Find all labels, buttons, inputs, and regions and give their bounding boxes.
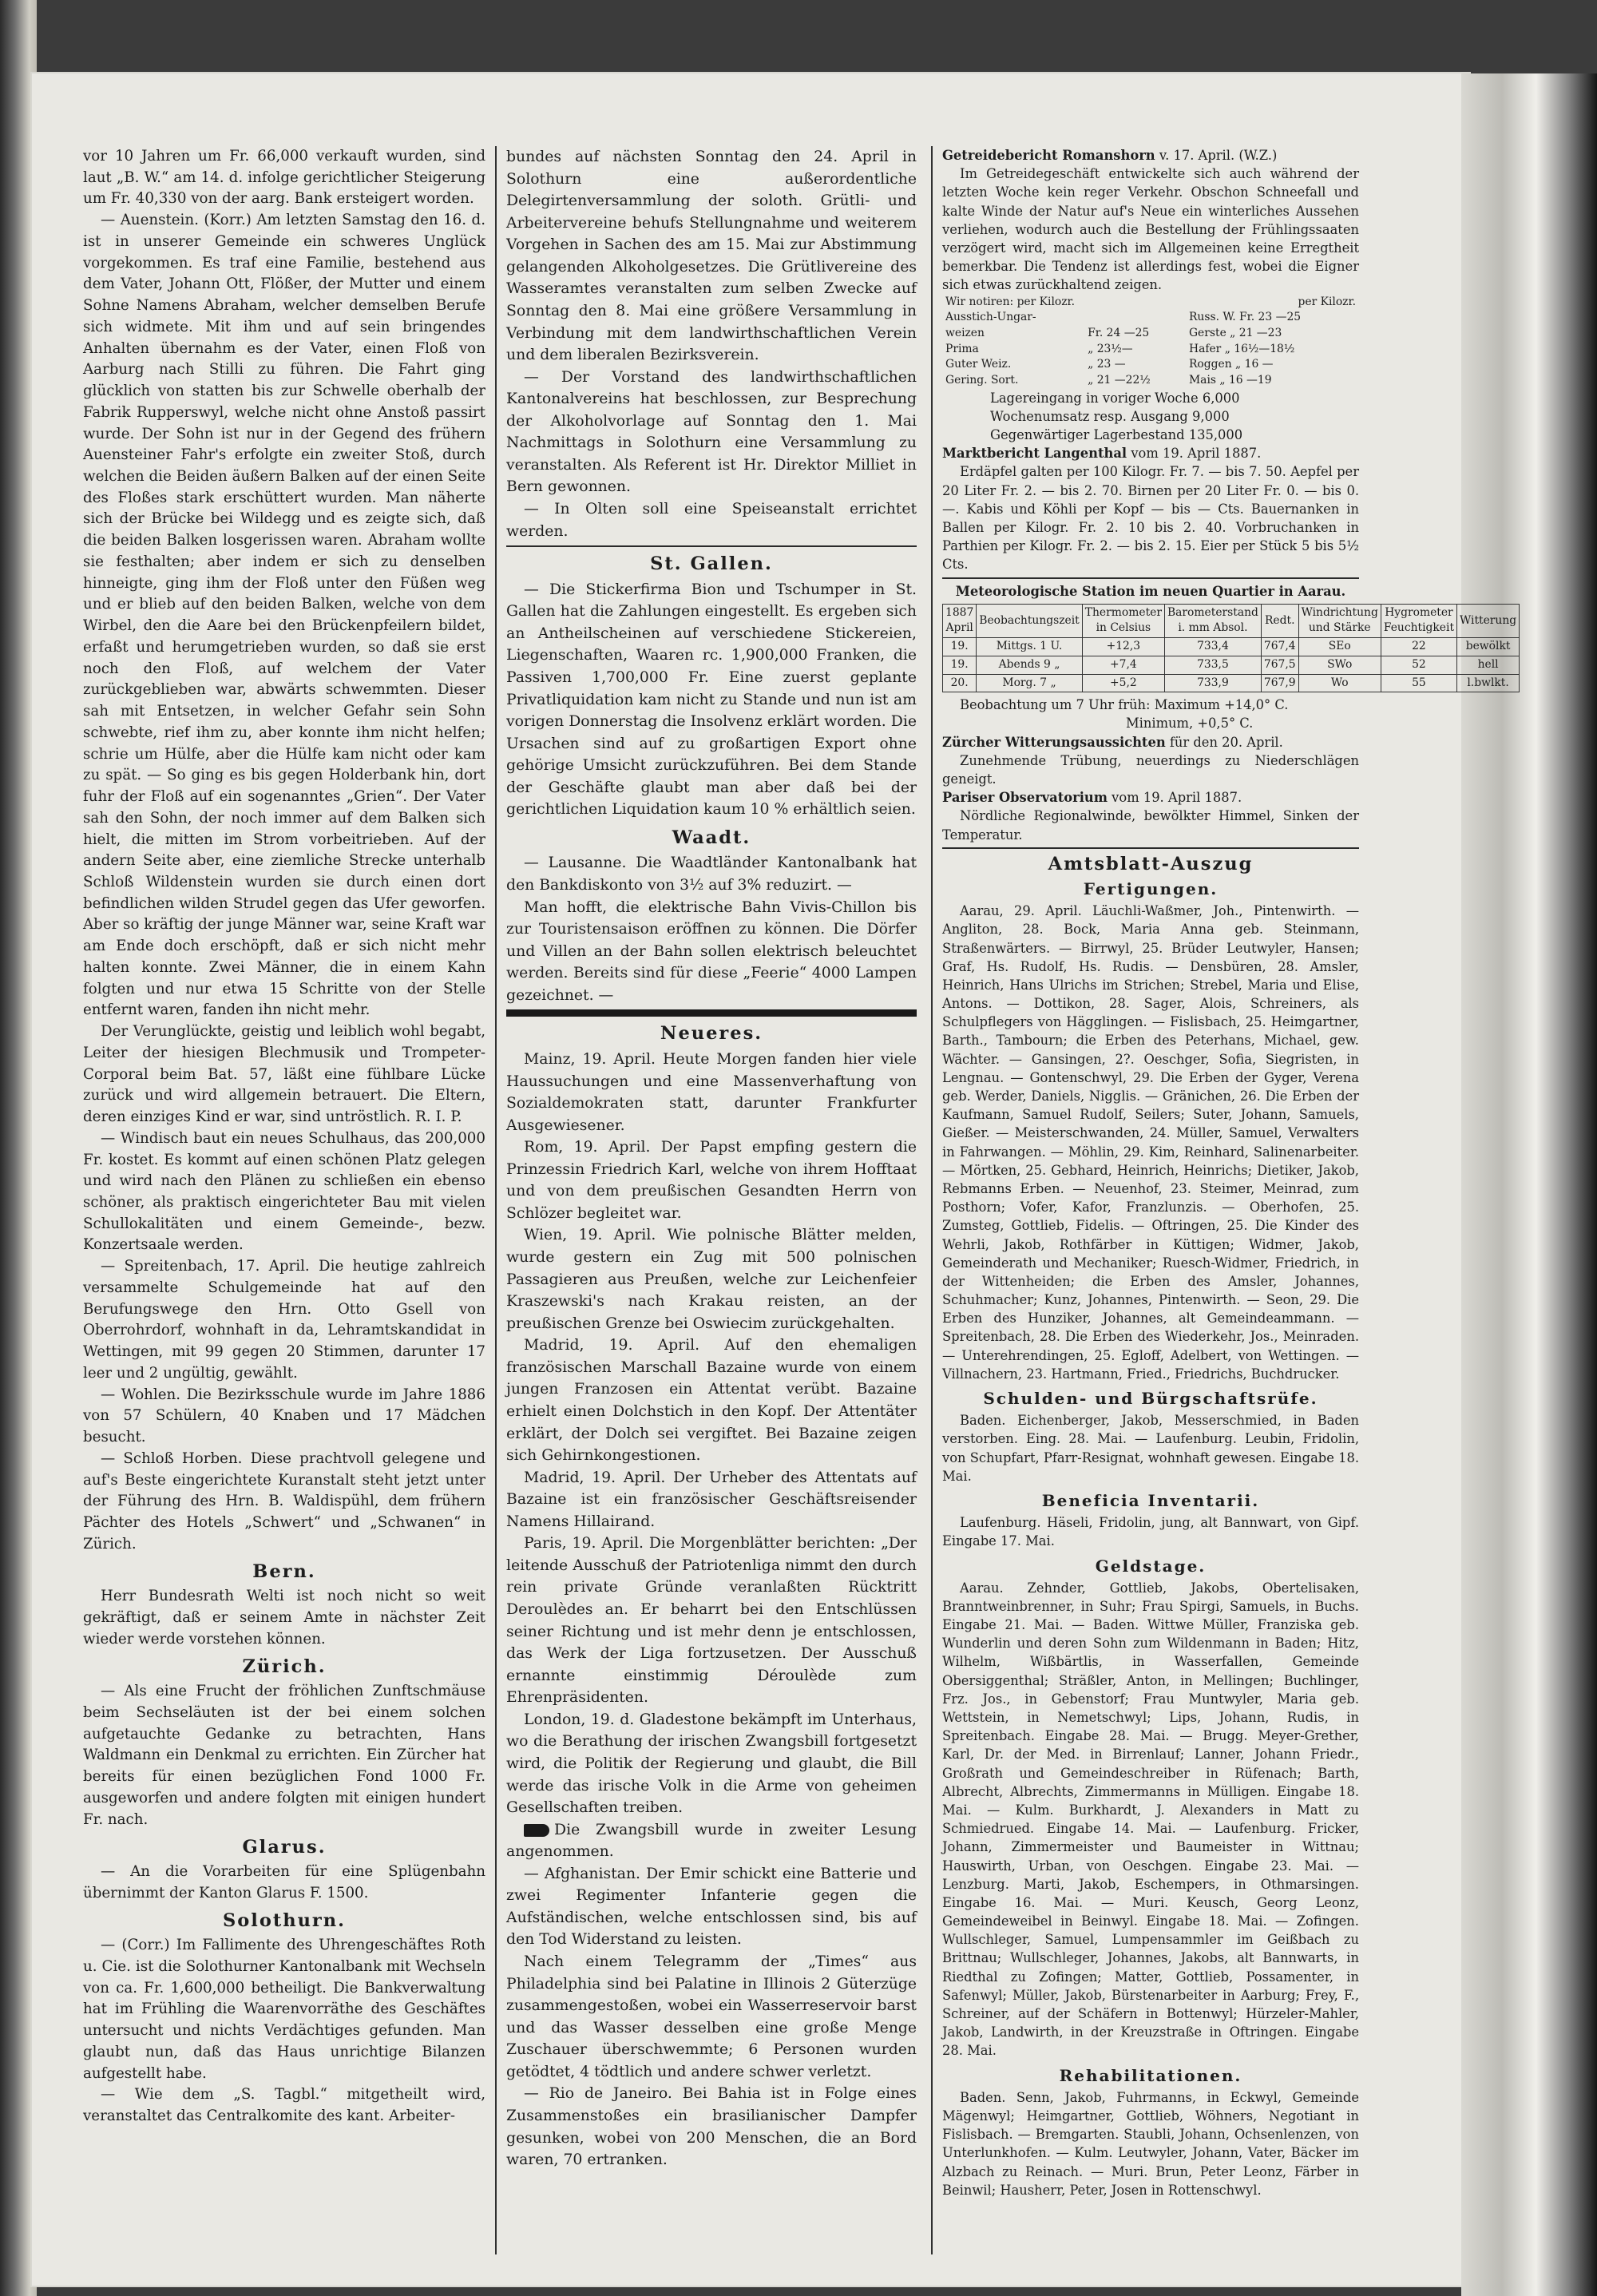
paragraph: Rom, 19. April. Der Papst empfing gestern die Prinzessin Friedrich Karl, welche von ihrem Hofftaat und von dem preußischen Gesandten Herrn von Schlözer begleitet war.	[506, 1139, 917, 1222]
paragraph: Der Verunglückte, geistig und leiblich wohl begabt, Leiter der hiesigen Blechmusik und Trompeter-Corporal beim Bat. 57, läßt eine fühlbare Lücke zurück und wird allgemein betrauert. Die Eltern, deren einziges Kind er war, sind untröstlich. R. I. P.	[83, 1023, 485, 1126]
divider-bar	[506, 1009, 917, 1017]
paragraph: — Wohlen. Die Bezirksschule wurde im Jahre 1886 von 57 Schülern, 40 Knaben und 17 Mädchen besucht.	[83, 1386, 485, 1446]
paragraph: Wien, 19. April. Wie polnische Blätter melden, wurde gestern ein Zug mit 500 polnischen Passagieren aus Preußen, welche zur Leichenfeier Kraszewski's nach Krakau reisten, an der preußischen Grenze bei Oswiecim zurückgehalten.	[506, 1227, 917, 1332]
paragraph: — In Olten soll eine Speiseanstalt errichtet werden.	[506, 501, 917, 540]
paragraph: Man hofft, die elektrische Bahn Vivis-Chillon bis zur Touristensaison eröffnen zu können. Die Dörfer und Villen an der Bahn sollen elektrisch beleuchtet werden. Bereits sind für diese „Feerie“ 4000 Lampen gezeichnet. —	[506, 898, 917, 1004]
section-heading-neueres: Neueres.	[660, 1023, 763, 1045]
paragraph: Madrid, 19. April. Auf den ehemaligen französischen Marschall Bazaine wurde von einem jungen Franzosen ein Attentat verübt. Bazaine erhielt einen Dolchstich in den Kopf. Der Attentäter erklärt, der Dolch sei vergiftet. Bei Bazaine zeigen sich Gehirnkongestionen.	[506, 1337, 917, 1465]
divider	[506, 545, 917, 547]
weather-note: Minimum, +0,5° C.	[1126, 716, 1254, 732]
table-row: 20. Morg. 7 „ +5,2 733,9 767,9 Wo 55 l.bwlkt.	[943, 674, 1520, 692]
paragraph: — Spreitenbach, 17. April. Die heutige zahlreich versammelte Schulgemeinde hat auf den Berufungswege den Hrn. Otto Gsell von Oberrohrdorf, wohnhaft in da, Lehramtskandidat in Wettingen, mit 99 gegen 20 Stimmen, darunter 17 leer und 2 ungültig, gewählt.	[83, 1258, 485, 1382]
table-row: 19. Abends 9 „ +7,4 733,5 767,5 SWo 52 hell	[943, 656, 1520, 674]
section-heading-bern: Bern.	[252, 1561, 316, 1583]
paragraph: Baden. Senn, Jakob, Fuhrmanns, in Eckwyl, Gemeinde Mägenwyl; Heimgartner, Gottlieb, Wöhners, Negotiant in Fislisbach. — Bremgarten. Staubli, Johann, Ochsenlenzen, von Unterlunkhofen. — Kulm. Leutwyler, Johann, Vater, Bäcker im Alzbach zu Reinach. — Muri. Brun, Peter Leonz, Färber in Beinwil; Hausherr, Peter, Josen in Rottenschwyl.	[942, 2089, 1359, 2198]
section-heading-glarus: Glarus.	[242, 1837, 327, 1858]
paragraph: — Auenstein. (Korr.) Am letzten Samstag den 16. d. ist in unserer Gemeinde ein schweres Unglück vorgekommen. Es traf eine Familie, bestehend aus dem Vater, Johann Ott, Flößer, der Mutter und einem Sohne Namens Abraham, welcher demselben Berufe sich widmete. Mit ihm und auf sein bringendes Anhalten übernahm es der Vater, einen Floß von Aarburg nach Stilli zu führen. Die Fahrt ging glücklich von statten bis zur Schwelle oberhalb der Fabrik Rupperswyl, welche nicht ohne Anstoß passirt wurde. Der Sohn ist nur in der Gegend des frühern Auensteiner Fahr's erfolgte ein zweiter Stoß, durch welchen die Beiden äußern Balken auf der einen Seite des Floßes stark erschüttert wurden. Man näherte sich der Brücke bei Wildegg und es zeigte sich, daß die beiden Balken losgerissen waren. Abraham wollte sie festhalten; aber indem er sich zu denselben hinneigte, ging ihm der Floß unter den Füßen weg und er blieb auf den beiden Balken, welche von dem Wirbel, den die Aare bei den Brückenpfeilern bildet, erfaßt und herumgetrieben wurden, so daß sie erst noch den Floß, auf welchem der Vater zurückgeblieben war, abwärts schwemmten. Dieser sah mit Entsetzen, in welcher Gefahr sein Sohn schwebte, rief ihm zu, aber konnte ihm nicht helfen; schrie um Hülfe, aber die Hülfe kam nicht oder kam zu spät. — So ging es bis gegen Holderbank hin, dort fuhr der Floß auf ein sogenanntes „Grien“. Der Vater sah den Sohn, der noch immer auf dem Balken sich hielt, die mitten im Strom vorbeitrieben. Auf der andern Seite aber, eine ziemliche Strecke unterhalb Schloß Wildenstein wurden sie durch einen dort befindlichen wilden Strudel gegen das Ufer geworfen. Aber so kräftig der junge Männer war, seine Kraft war am Ende doch erschöpft, daß er sich nicht mehr halten konnte. Zwei Männer, die in einem Kahn folgten und nur etwa 15 Schritte von der Stelle entfernt waren, fanden ihn nicht mehr.	[83, 212, 485, 1019]
paragraph: Aarau, 29. April. Läuchli-Waßmer, Joh., Pintenwirth. — Angliton, 28. Bock, Maria Anna geb. Steinmann, Straßenwärters. — Birrwyl, 25. Brüder Leutwyler, Hansen; Graf, Hs. Rudolf, Hs. Rudis. — Densbüren, 28. Amsler, Heinrich, Hans Ulrichs im Strichen; Strebel, Maria und Elise, Antons. — Dottikon, 28. Sager, Alois, Schreiners, als Schulpflegers von Hägglingen. — Fislisbach, 25. Heimgartner, Barth., Tambourn; die Erben des Peterhans, Michael, gew. Wächter. — Gansingen, 2?. Oeschger, Sofia, Siegristen, in Lengnau. — Gontenschwyl, 29. Die Erben der Gyger, Verena geb. Werder, Daniels, Nigglis. — Gränichen, 26. Die Erben der Kaufmann, Samuel Rudolf, Seilers; Suter, Johann, Samuels, Gießer. — Meisterschwanden, 24. Müller, Samuel, Verwalters in Fahrwangen. — Möhlin, 29. Kim, Reinhard, Salinenarbeiter. — Mörtken, 25. Gebhard, Heinrich, Heinrichs; Dietiker, Jakob, Rebmanns Erben. — Neuenhof, 23. Steimer, Meinrad, zum Posthorn; Vofer, Kafor, Franzlunzis. — Oberhofen, 25. Zumsteg, Gottlieb, Fidelis. — Oftringen, 25. Die Kinder des Wehrli, Jakob, Rothfärber in Küttigen; Widmer, Jakob, Gemeinderath und Mechaniker; Ruesch-Widmer, Friedrich, in der Wittenheiden; die Erben des Amsler, Johannes, Schuhmacher; Kunz, Johannes, Pintenwirth. — Seon, 29. Die Erben des Hunziker, Johannes, alt Gemeindeammann. — Spreitenbach, 28. Die Erben des Wiederkehr, Jos., Meinraden. — Unterehrendingen, 25. Egloff, Adelbert, von Wettingen. — Villnachern, 23. Hartmann, Fried., Friedrichs, Buchdrucker.	[942, 903, 1359, 1382]
paragraph: Erdäpfel galten per 100 Kilogr. Fr. 7. — bis 7. 50. Aepfel per 20 Liter Fr. 2. — bis 2. 70. Birnen per 20 Liter Fr. 0. — bis 0. —. Kabis und Köhli per Kopf — bis — Cts. Bauernanken in Ballen per Kilogr. Fr. 2. 10 bis 2. 40. Vorbruchanken in Parthien per Kilogr. Fr. 2. — bis 2. 15. Eier per Stück 5 bis 5½ Cts.	[942, 464, 1359, 573]
table-row: 19. Mittgs. 1 U. +12,3 733,4 767,4 SEo 22 bewölkt	[943, 638, 1520, 656]
paragraph: Nördliche Regionalwinde, bewölkter Himmel, Sinken der Temperatur.	[942, 808, 1359, 843]
weather-station-heading: Meteorologische Station im neuen Quartier in Aarau.	[955, 583, 1346, 599]
paragraph: — Wie dem „S. Tagbl.“ mitgetheilt wird, veranstaltet das Centralkomite des kant. Arbeiter-	[83, 2086, 485, 2125]
paragraph: — (Corr.) Im Fallimente des Uhrengeschäftes Roth u. Cie. ist die Solothurner Kantonalbank mit Wechseln von ca. Fr. 1,600,000 betheiligt. Die Bankverwaltung hat im Frühling die Waarenvorräthe des Geschäftes untersucht und nichts Verdächtiges gefunden. Man glaubt nun, daß das Haus unrichtige Bilanzen aufgestellt habe.	[83, 1937, 485, 2082]
paragraph: Aarau. Zehnder, Gottlieb, Jakobs, Obertelisaken, Branntweinbrenner, in Suhr; Frau Spirgi, Samuels, in Buchs. Eingabe 21. Mai. — Baden. Wittwe Müller, Franziska geb. Wunderlin und deren Sohn zum Wildenmann in Baden; Hitz, Wilhelm, Wißbärtlis, in Wasserfallen, Gemeinde Obersiggenthal; Sträßler, Anton, in Mellingen; Buchlinger, Frz. Jos., in Gebenstorf; Frau Muntwyler, Maria geb. Wettstein, in Nemetschwyl; Lips, Johann, Rudis, in Spreitenbach. Eingabe 28. Mai. — Brugg. Meyer-Grether, Karl, Dr. der Med. in Birrenlauf; Lanner, Johann Friedr., Großrath und Gemeindeschreiber in Rüfenach; Barth, Albrecht, Albrechts, Zimmermanns in Mülligen. Eingabe 18. Mai. — Kulm. Burkhardt, J. Alexanders in Matt zu Schmiedrued. Eingabe 14. Mai. — Laufenburg. Fricker, Johann, Zimmermeister und Baumeister in Wittnau; Hauswirth, Urban, von Oeschgen. Eingabe 23. Mai. — Lenzburg. Marti, Jakob, Eschempers, in Othmarsingen. Eingabe 16. Mai. — Muri. Keusch, Georg Leonz, Gemeindeweibel in Beinwyl. Eingabe 18. Mai. — Zofingen. Wullschleger, Samuel, Lumpensammler im Geißbach zu Brittnau; Wullschleger, Johannes, Jakobs, alt Bannwarts, in Riedthal zu Zofingen; Matter, Gottlieb, Possamenter, in Safenwyl; Müller, Jakob, Bürstenarbeiter in Aarburg; Frey, F., Schreiner, auf der Schäfern in Bottenwyl; Hürzeler-Mahler, Jakob, Landwirth, in der Kreuzstraße in Oftringen. Eingabe 28. Mai.	[942, 1580, 1359, 2059]
paragraph: Nach einem Telegramm der „Times“ aus Philadelphia sind bei Palatine in Illinois 2 Güterzüge zusammengestoßen, wobei ein Wasserreservoir barst und das Wasser desselben eine große Menge Zuschauer überschwemmte; 6 Personen wurden getödtet, 4 tödtlich und andere schwer verletzt.	[506, 1953, 917, 2080]
right-page-edge	[1461, 73, 1597, 2296]
table-row: weizen Fr. 24 —25 Gerste „ 21 —23	[945, 326, 1282, 339]
paragraph: Herr Bundesrath Welti ist noch nicht so weit gekräftigt, daß er seinem Amte in nächster Zeit wieder werde vorstehen können.	[83, 1588, 485, 1648]
paragraph: — Die Stickerfirma Bion und Tschumper in St. Gallen hat die Zahlungen eingestellt. Es ergeben sich an Antheilscheinen auf verschiedene Stickereien, Liegenschaften, Waaren rc. 1,900,000 Franken, die Passiven 1,700,000 Fr. Eine zuerst geplante Privatliquidation kam nicht zu Stande und nun ist am vorigen Donnerstag die Insolvenz erklärt worden. Die Ursachen sind auf zu großartigen Export ohne gehörige Umsicht zurückzuführen. Bei dem Stande der Geschäfte glaubt man aber daß bei der gerichtlichen Liquidation kaum 10 % erhältlich seien.	[506, 581, 917, 819]
section-heading-solothurn: Solothurn.	[223, 1910, 346, 1932]
paragraph: — Der Vorstand des landwirthschaftlichen Kantonalvereins hat beschlossen, zur Besprechung der Alkoholvorlage auf Sonntag den 1. Mai Nachmittags in Solothurn eine Versammlung zu veranstalten. Als Referent ist Hr. Direktor Milliet in Bern gewonnen.	[506, 368, 917, 496]
price-header-left: Wir notiren: per Kilozr.	[945, 295, 1076, 308]
section-heading-st-gallen: St. Gallen.	[650, 553, 773, 575]
table-row: Guter Weiz. „ 23 — Roggen „ 16 —	[945, 358, 1274, 371]
paragraph: London, 19. d. Gladestone bekämpft im Unterhaus, wo die Berathung der irischen Zwangsbill fortgesetzt wird, die Politik der Regierung und glaubt, die Bill werde das irische Volk in die Arme von geheimen Gesellschaften treiben.	[506, 1711, 917, 1817]
column-2	[506, 146, 917, 2171]
stock-line: Lagereingang in voriger Woche 6,000	[990, 390, 1240, 406]
weather-table: 1887 April Beobachtungszeit Thermometer in Celsius Barometerstand i. mm Absol. Redt. Windrichtung und Stärke Hygrometer Feuchtigkeit Witterung 19. Mittgs. 1 U. +12,3 733,4 767,4 SEo 22 bewölkt 19. Abends 9 „ +7,4 733,5 767,5 SWo 52 hell 20. Morg. 7 „ +5,2 733,9 767,9 Wo 55 l.bwlkt.	[942, 604, 1520, 693]
table-row: Gering. Sort. „ 21 —22½ Mais „ 16 —19	[945, 374, 1272, 387]
grain-price-table	[942, 295, 1359, 389]
paragraph: — Rio de Janeiro. Bei Bahia ist in Folge eines Zusammenstoßes ein brasilianischer Dampfer gesunken, wobei von 200 Menschen, die an Bord waren, 70 ertranken.	[506, 2085, 917, 2169]
subheading-fertigungen: Fertigungen.	[1083, 878, 1219, 898]
paragraph: — Afghanistan. Der Emir schickt eine Batterie und zwei Regimenter Infanterie gegen die Aufständischen, welche entschlossen sind, bis auf den Tod Widerstand zu leisten.	[506, 1865, 917, 1949]
market-report-heading: Marktbericht Langenthal vom 19. April 1887.	[942, 446, 1262, 462]
paragraph: Die Zwangsbill wurde in zweiter Lesung angenommen.	[506, 1821, 917, 1861]
paragraph: — Windisch baut ein neues Schulhaus, das 200,000 Fr. kostet. Es kommt auf einen schönen Platz gelegen und wird nach den Plänen zu schließen ein ebenso schöner, als praktisch eingerichteter Bau mit vielen Schullokalitäten und einem Gemeinde-, bezw. Konzertsaale werden.	[83, 1129, 485, 1254]
paragraph: Laufenburg. Häseli, Fridolin, jung, alt Bannwart, von Gipf. Eingabe 17. Mai.	[942, 1515, 1359, 1549]
forecast-heading: Zürcher Witterungsaussichten für den 20. April.	[942, 734, 1283, 750]
paragraph: Im Getreidegeschäft entwickelte sich auch während der letzten Woche kein reger Verkehr. Obschon Schneefall und kalte Winde der Natur auf's Neue ein winterliches Aussehen verliehen, wodurch auch die Bestellung der Frühlingssaaten verzögert wird, macht sich im Allgemeinen keine Erregtheit bemerkbar. Die Tendenz ist allerdings fest, wobei die Eigner sich etwas zurückhaltend zeigen.	[942, 166, 1359, 293]
paragraph: — An die Vorarbeiten für eine Splügenbahn übernimmt der Kanton Glarus F. 1500.	[83, 1863, 485, 1901]
paragraph: Baden. Eichenberger, Jakob, Messerschmied, in Baden verstorben. Eing. 28. Mai. — Laufenburg. Leubin, Fridolin, von Schupfart, Pfarr-Resignat, wohnhaft gewesen. Eingabe 18. Mai.	[942, 1413, 1359, 1484]
column-1	[83, 146, 485, 2127]
section-heading-waadt: Waadt.	[672, 827, 751, 848]
column-rule-1	[495, 146, 497, 2254]
paragraph: Paris, 19. April. Die Morgenblätter berichten: „Der leitende Ausschuß der Patriotenliga nimmt den durch rein private Gründe veranlaßten Rücktritt Deroulèdes an. Er beharrt bei den Entschlüssen seiner Richtung und ist mehr denn je entschlossen, das Werk der Liga fortzusetzen. Der Ausschuß ernannte einstimmig Déroulède zum Ehrenpräsidenten.	[506, 1535, 917, 1707]
paragraph: — Als eine Frucht der fröhlichen Zunftschmäuse beim Sechseläuten ist der bei einem solchen aufgetauchte Gedanke zu betrachten, Hans Waldmann ein Denkmal zu errichten. Ein Zürcher hat bereits für einen bezüglichen Fond 1000 Fr. ausgeworfen und andere folgten mit einigen hundert Fr. nach.	[83, 1683, 485, 1828]
divider	[942, 847, 1359, 849]
paragraph: Zunehmende Trübung, neuerdings zu Niederschlägen geneigt.	[942, 752, 1359, 787]
paragraph: Mainz, 19. April. Heute Morgen fanden hier viele Haussuchungen und eine Massenverhaftung von Sozialdemokraten statt, darunter Frankfurter Ausgewiesener.	[506, 1050, 917, 1134]
subheading-geldstage: Geldstage.	[1095, 1556, 1207, 1576]
observatory-heading: Pariser Observatorium vom 19. April 1887.	[942, 790, 1242, 806]
pointing-hand-icon	[524, 1824, 549, 1837]
price-header-right: per Kilozr.	[1298, 295, 1356, 308]
stock-line: Gegenwärtiger Lagerbestand 135,000	[990, 427, 1243, 443]
section-heading-amtsblatt: Amtsblatt-Auszug	[1048, 853, 1254, 874]
paragraph: bundes auf nächsten Sonntag den 24. April in Solothurn eine außerordentliche Delegirtenversammlung der soloth. Grütli- und Arbeitervereine behufs Stellungnahme und weiterem Vorgehen in Sachen des am 15. Mai zur Abstimmung gelangenden Alkoholgesetzes. Die Grütlivereine des Wasseramtes veranstalten zum selben Zwecke auf Sonntag den 8. Mai eine größere Versammlung in Verbindung mit dem landwirthschaftlichen Verein und dem liberalen Bezirksverein.	[506, 149, 917, 364]
paragraph: Madrid, 19. April. Der Urheber des Attentats auf Bazaine ist ein französischer Geschäftsreisender Namens Hillairand.	[506, 1469, 917, 1530]
weather-note: Beobachtung um 7 Uhr früh: Maximum +14,0° C.	[960, 697, 1289, 713]
stock-line: Wochenumsatz resp. Ausgang 9,000	[990, 408, 1230, 424]
subheading-schulden: Schulden- und Bürgschaftsrüfe.	[983, 1389, 1318, 1409]
section-heading-zuerich: Zürich.	[242, 1656, 327, 1678]
subheading-rehabilitationen: Rehabilitationen.	[1059, 2065, 1242, 2085]
paragraph: — Lausanne. Die Waadtländer Kantonalbank hat den Bankdiskonto von 3½ auf 3% reduzirt. —	[506, 855, 917, 894]
column-rule-2	[931, 146, 933, 2254]
paragraph: — Schloß Horben. Diese prachtvoll gelegene und auf's Beste eingerichtete Kuranstalt steht jetzt unter der Führung des Hrn. B. Waldispühl, dem frühern Pächter des Hotels „Schwert“ und „Schwanen“ in Zürich.	[83, 1449, 485, 1552]
table-row: Ausstich-Ungar- Russ. W. Fr. 23 —25	[945, 311, 1302, 324]
table-row: Prima „ 23½— Hafer „ 16½—18½	[945, 342, 1295, 355]
subheading-beneficia: Beneficia Inventarii.	[1041, 1490, 1260, 1510]
column-3	[942, 146, 1517, 2199]
divider	[942, 577, 1359, 579]
market-report-heading: Getreidebericht Romanshorn v. 17. April. (W.Z.)	[942, 148, 1278, 163]
paragraph: vor 10 Jahren um Fr. 66,000 verkauft wurden, sind laut „B. W.“ am 14. d. infolge gerichtlicher Steigerung um Fr. 40,330 von der aarg. Bank ersteigert worden.	[83, 148, 485, 208]
